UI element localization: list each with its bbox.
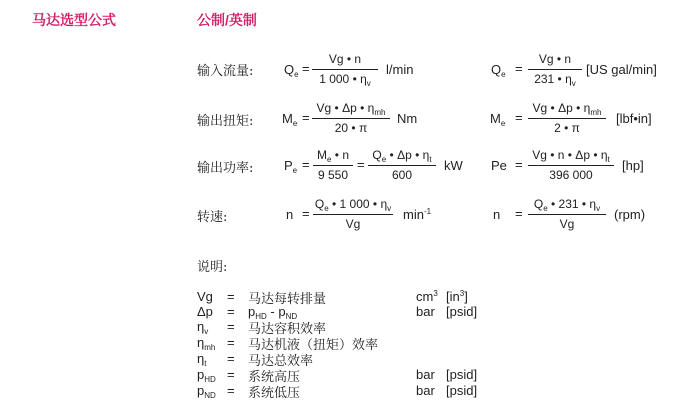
speed-imperial-unit: (rpm)	[614, 207, 646, 222]
legend-equals: =	[227, 319, 235, 334]
torque-metric-fraction	[312, 101, 390, 139]
fraction-bar	[313, 165, 353, 166]
power-metric-fraction-1	[313, 148, 353, 186]
power-imperial-fraction	[528, 148, 614, 186]
section-title-units: 公制/英制	[197, 12, 257, 28]
legend-equals: =	[227, 351, 235, 366]
equals-sign: =	[357, 157, 365, 172]
fraction-bar	[528, 118, 606, 119]
equals-sign: =	[302, 110, 310, 125]
equals-sign: =	[515, 61, 523, 76]
legend-unit-metric-dp: bar	[416, 304, 435, 319]
speed-metric-unit: $\min^{-1}$	[403, 207, 432, 222]
flow-imperial-fraction	[528, 52, 582, 90]
torque-imperial-var: $M_e$	[490, 111, 506, 128]
power-metric-unit: kW	[444, 158, 463, 173]
equals-sign: =	[302, 206, 310, 221]
denominator: 600	[391, 168, 413, 182]
torque-label: 输出扭矩:	[197, 114, 254, 129]
speed-metric-var: n	[286, 207, 294, 222]
legend-equals: =	[227, 383, 235, 398]
numerator: Vg • Δp • $\eta_{mh}$	[316, 101, 386, 117]
denominator: Vg	[559, 217, 575, 231]
equals-sign: =	[515, 206, 523, 221]
torque-metric-unit: Nm	[397, 111, 418, 126]
legend-desc-eta-v: 马达容积效率	[248, 322, 327, 337]
equals-sign: =	[515, 110, 523, 125]
fraction-bar	[528, 69, 582, 70]
flow-imperial-unit: [US gal/min]	[586, 62, 657, 77]
torque-imperial-fraction	[528, 101, 606, 139]
legend-title: 说明:	[197, 260, 228, 275]
denominator: 1 000 • $\eta_v$	[319, 72, 371, 88]
legend-var-p-nd: $p_{ND}$	[197, 383, 216, 400]
power-metric-var: $P_e$	[284, 158, 298, 175]
legend-var-p-hd: $p_{HD}$	[197, 367, 216, 384]
equals-sign: =	[302, 157, 310, 172]
numerator: $M_e$ • n	[317, 148, 349, 164]
fraction-bar	[312, 118, 390, 119]
legend-desc-p-hd: 系统高压	[248, 370, 301, 385]
power-metric-fraction-2	[368, 148, 436, 186]
legend-var-eta-mh: $\eta_{mh}$	[197, 335, 216, 352]
legend-var-dp: Δp	[197, 304, 213, 319]
legend-desc-p-nd: 系统低压	[248, 386, 301, 401]
flow-imperial-var: $Q_e$	[491, 62, 506, 79]
legend-var-eta-t: $\eta_t$	[197, 351, 207, 368]
numerator: $Q_e$ • Δp • $\eta_t$	[372, 148, 432, 164]
legend-desc-dp: $p_{HD} - p_{ND}$	[248, 304, 298, 321]
legend-equals: =	[227, 367, 235, 382]
denominator: 231 • $\eta_v$	[534, 72, 576, 88]
legend-unit-imperial-vg: $[in^3]$	[446, 289, 468, 304]
power-label: 输出功率:	[197, 161, 254, 176]
power-imperial-unit: [hp]	[622, 158, 644, 173]
fraction-bar	[528, 214, 606, 215]
torque-metric-var: $M_e$	[282, 111, 298, 128]
legend-equals: =	[227, 304, 235, 319]
equals-sign: =	[302, 61, 310, 76]
legend-unit-metric-p-hd: bar	[416, 367, 435, 382]
numerator: Vg • n • Δp • $\eta_t$	[532, 148, 610, 164]
speed-label: 转速:	[197, 210, 228, 225]
legend-desc-eta-mh: 马达机液（扭矩）效率	[248, 338, 379, 353]
denominator: Vg	[345, 217, 361, 231]
flow-label: 输入流量:	[197, 64, 254, 79]
legend-var-eta-v: $\eta_v$	[197, 319, 209, 336]
numerator: Vg • Δp • $\eta_{mh}$	[532, 101, 602, 117]
denominator: 20 • π	[334, 121, 368, 135]
legend-desc-vg: 马达每转排量	[248, 292, 327, 307]
speed-metric-fraction	[313, 197, 393, 235]
legend-desc-eta-t: 马达总效率	[248, 354, 314, 369]
legend-equals: =	[227, 335, 235, 350]
flow-metric-var: $Q_e$	[284, 62, 299, 79]
flow-metric-unit: l/min	[386, 62, 414, 77]
legend-unit-imperial-dp: [psid]	[446, 304, 478, 319]
equals-sign: =	[515, 157, 523, 172]
numerator: $Q_e$ • 231 • $\eta_v$	[533, 197, 601, 213]
legend-unit-metric-vg: $cm^3$	[416, 289, 438, 304]
legend-unit-metric-p-nd: bar	[416, 383, 435, 398]
legend-equals: =	[227, 289, 235, 304]
fraction-bar	[528, 165, 614, 166]
legend-unit-imperial-p-nd: [psid]	[446, 383, 478, 398]
fraction-bar	[313, 214, 393, 215]
denominator: 9 550	[317, 168, 349, 182]
legend-var-vg: Vg	[197, 289, 213, 304]
numerator: Vg • n	[328, 52, 362, 66]
denominator: 396 000	[549, 168, 593, 182]
power-imperial-var: Pe	[491, 158, 507, 173]
numerator: $Q_e$ • 1 000 • $\eta_v$	[314, 197, 392, 213]
section-title-formulas: 马达选型公式	[32, 12, 116, 28]
speed-imperial-var: n	[493, 207, 501, 222]
torque-imperial-unit: [lbf•in]	[616, 111, 652, 126]
flow-metric-fraction	[312, 52, 378, 90]
denominator: 2 • π	[554, 121, 580, 135]
numerator: Vg • n	[538, 52, 572, 66]
fraction-bar	[312, 69, 378, 70]
fraction-bar	[368, 165, 436, 166]
speed-imperial-fraction	[528, 197, 606, 235]
legend-unit-imperial-p-hd: [psid]	[446, 367, 478, 382]
